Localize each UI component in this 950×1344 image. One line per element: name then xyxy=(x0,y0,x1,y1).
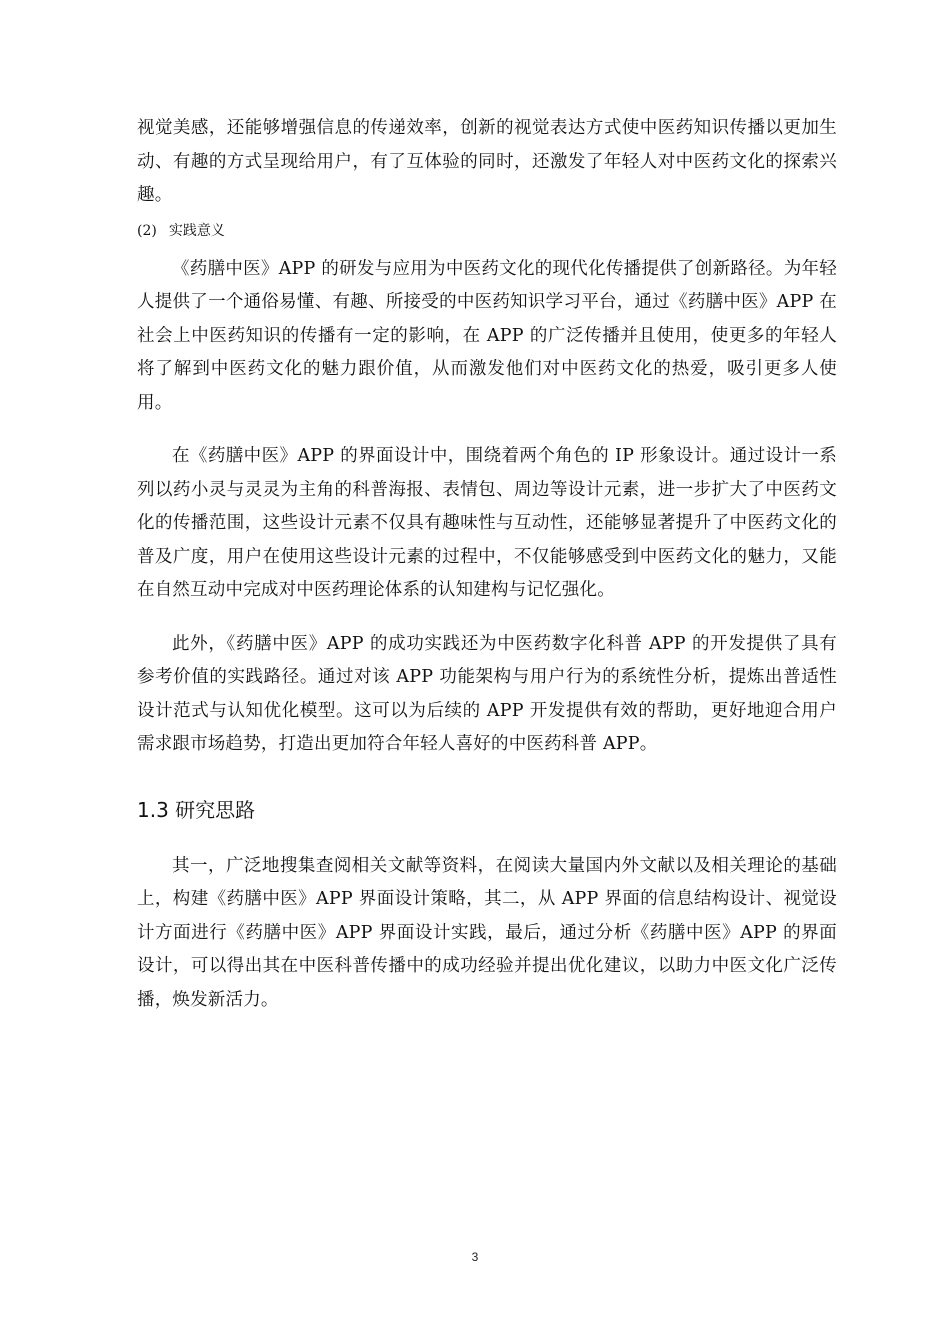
paragraph-ip-design: 在《药膳中医》APP 的界面设计中，围绕着两个角色的 IP 形象设计。通过设计一系列以药小灵与灵灵为主角的科普海报、表情包、周边等设计元素，进一步扩大了中医药文化的传播范围，这些设计元素不仅具有趣味性与互动性，还能够显著提升了中医药文化的普及广度，用户在使用这些设计元素的过程中，不仅能够感受到中医药文化的魅力，又能在自然互动中完成对中医药理论体系的认知建构与记忆强化。 xyxy=(137,446,837,600)
spacer xyxy=(137,420,837,440)
section-heading: 1.3 研究思路 xyxy=(137,797,256,822)
page-content xyxy=(137,112,837,1017)
spacer xyxy=(137,608,837,628)
page-number: 3 xyxy=(471,1250,479,1264)
paragraph-visual-appeal: 视觉美感，还能够增强信息的传递效率，创新的视觉表达方式使中医药知识传播以更加生动、有趣的方式呈现给用户，有了互体验的同时，还激发了年轻人对中医药文化的探索兴趣。 xyxy=(137,118,837,205)
paragraph-app-development: 《药膳中医》APP 的研发与应用为中医药文化的现代化传播提供了创新路径。为年轻人提供了一个通俗易懂、有趣、所接受的中医药知识学习平台，通过《药膳中医》APP 在社会上中医药知识的传播有一定的影响，在 APP 的广泛传播并且使用，使更多的年轻人将了解到中医药文化的魅力跟价值，从而激发他们对中医药文化的热爱，吸引更多人使用。 xyxy=(137,258,837,413)
subheading-text: 实践意义 xyxy=(168,222,225,239)
subheading-number: (2) xyxy=(137,222,157,239)
subheading-practical-significance xyxy=(137,219,837,243)
spacer xyxy=(137,213,837,217)
paragraph-research-approach: 其一，广泛地搜集查阅相关文献等资料，在阅读大量国内外文献以及相关理论的基础上，构建《药膳中医》APP 界面设计策略，其二，从 APP 界面的信息结构设计、视觉设计方面进行《药膳中医》APP 界面设计实践，最后，通过分析《药膳中医》APP 的界面设计，可以得出其在中医科普传播中的成功经验并提出优化建议，以助力中医文化广泛传播，焕发新活力。 xyxy=(137,855,837,1010)
paragraph-practice-path: 此外，《药膳中医》APP 的成功实践还为中医药数字化科普 APP 的开发提供了具有参考价值的实践路径。通过对该 APP 功能架构与用户行为的系统性分析，提炼出普适性设计范式与认知优化模型。这可以为后续的 APP 开发提供有效的帮助，更好地迎合用户需求跟市场趋势，打造出更加符合年轻人喜好的中医药科普 APP。 xyxy=(137,633,837,754)
